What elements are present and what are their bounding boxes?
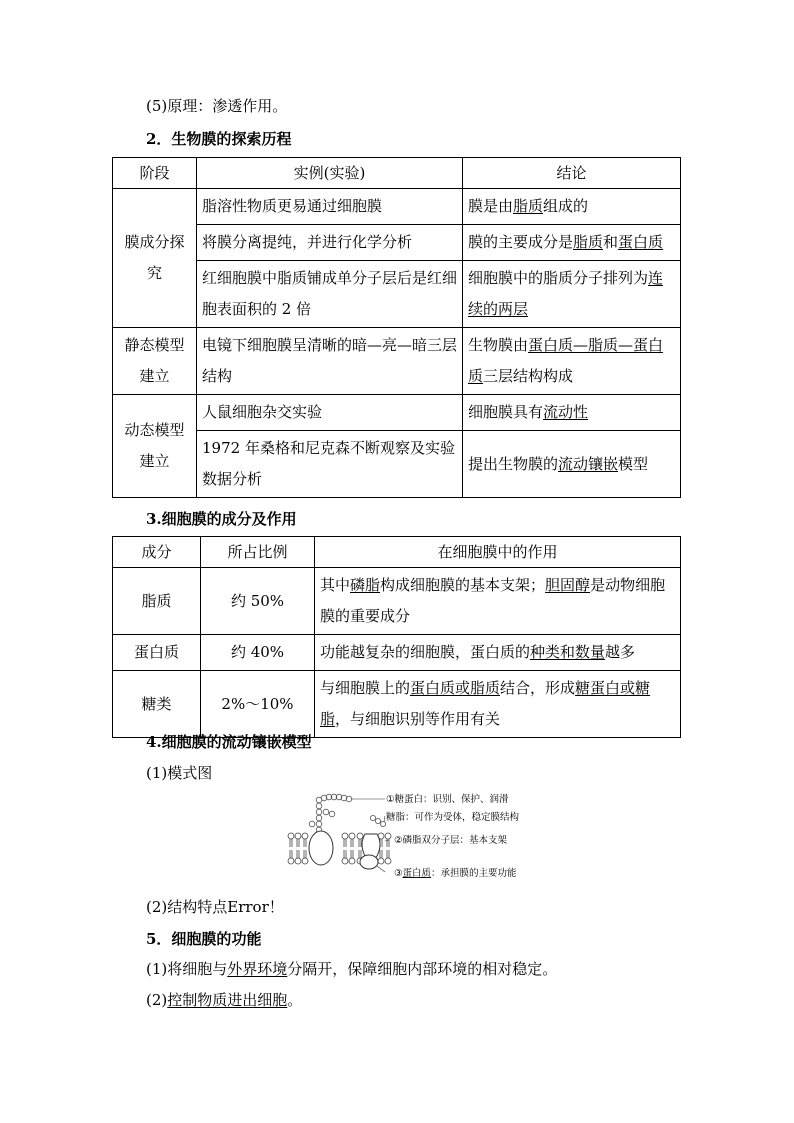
table-header-row xyxy=(113,158,681,189)
header-ratio: 所占比例 xyxy=(201,537,315,568)
table-row xyxy=(113,431,681,498)
example-cell: 将膜分离提纯，并进行化学分析 xyxy=(197,225,463,261)
section3-heading: 3.细胞膜的成分及作用 xyxy=(146,510,297,528)
label-bilayer: ②磷脂双分子层：基本支架 xyxy=(394,835,508,846)
stage-cell: 膜成分探究 xyxy=(113,189,197,328)
table-row xyxy=(113,568,681,635)
example-cell: 脂溶性物质更易通过细胞膜 xyxy=(197,189,463,225)
conclusion-cell: 膜是由脂质组成的 xyxy=(463,189,681,225)
membrane-components-table xyxy=(112,536,681,738)
conclusion-cell: 膜的主要成分是脂质和蛋白质 xyxy=(463,225,681,261)
component-cell: 蛋白质 xyxy=(113,635,201,671)
table-row xyxy=(113,225,681,261)
exploration-history-table xyxy=(112,157,681,498)
example-cell: 1972 年桑格和尼克森不断观察及实验数据分析 xyxy=(197,431,463,498)
table-row xyxy=(113,189,681,225)
section4-heading: 4.细胞膜的流动镶嵌模型 xyxy=(146,733,312,751)
function-line-1: (1)将细胞与外界环境分隔开，保障细胞内部环境的相对稳定。 xyxy=(146,960,558,978)
conclusion-cell: 生物膜由蛋白质—脂质—蛋白质三层结构构成 xyxy=(463,328,681,395)
function-cell: 其中磷脂构成细胞膜的基本支架；胆固醇是动物细胞膜的重要成分 xyxy=(315,568,681,635)
model-diagram-subheading: (1)模式图 xyxy=(146,764,213,782)
ratio-cell: 2%～10% xyxy=(201,671,315,738)
section2-heading: 2．生物膜的探索历程 xyxy=(146,130,292,148)
conclusion-cell: 细胞膜中的脂质分子排列为连续的两层 xyxy=(463,261,681,328)
stage-cell: 静态模型建立 xyxy=(113,328,197,395)
structure-feature-line: (2)结构特点Error！ xyxy=(146,898,284,916)
label-glycoprotein: ①糖蛋白：识别、保护、润滑 xyxy=(386,794,509,805)
table-header-row xyxy=(113,537,681,568)
conclusion-cell: 细胞膜具有流动性 xyxy=(463,395,681,431)
label-glycolipid: 糖脂：可作为受体，稳定膜结构 xyxy=(386,812,520,823)
function-line-2: (2)控制物质进出细胞。 xyxy=(146,991,303,1009)
header-function: 在细胞膜中的作用 xyxy=(315,537,681,568)
component-cell: 糖类 xyxy=(113,671,201,738)
table-row xyxy=(113,635,681,671)
sugar-chain-icon xyxy=(309,794,385,833)
label-protein: ③蛋白质：承担膜的主要功能 xyxy=(394,868,517,879)
header-component: 成分 xyxy=(113,537,201,568)
example-cell: 红细胞膜中脂质铺成单分子层后是红细胞表面积的 2 倍 xyxy=(197,261,463,328)
example-cell: 人鼠细胞杂交实验 xyxy=(197,395,463,431)
header-example: 实例(实验) xyxy=(197,158,463,189)
component-cell: 脂质 xyxy=(113,568,201,635)
table-row xyxy=(113,671,681,738)
principle-line: (5)原理：渗透作用。 xyxy=(146,97,288,115)
header-conclusion: 结论 xyxy=(463,158,681,189)
table-row xyxy=(113,328,681,395)
example-cell: 电镜下细胞膜呈清晰的暗—亮—暗三层结构 xyxy=(197,328,463,395)
header-stage: 阶段 xyxy=(113,158,197,189)
ratio-cell: 约 50% xyxy=(201,568,315,635)
table-row xyxy=(113,395,681,431)
conclusion-cell: 提出生物膜的流动镶嵌模型 xyxy=(463,431,681,498)
function-cell: 与细胞膜上的蛋白质或脂质结合，形成糖蛋白或糖脂，与细胞识别等作用有关 xyxy=(315,671,681,738)
ratio-cell: 约 40% xyxy=(201,635,315,671)
function-cell: 功能越复杂的细胞膜，蛋白质的种类和数量越多 xyxy=(315,635,681,671)
stage-cell: 动态模型建立 xyxy=(113,395,197,498)
fluid-mosaic-model-diagram xyxy=(285,790,545,885)
table-row xyxy=(113,261,681,328)
section5-heading: 5．细胞膜的功能 xyxy=(146,930,262,948)
